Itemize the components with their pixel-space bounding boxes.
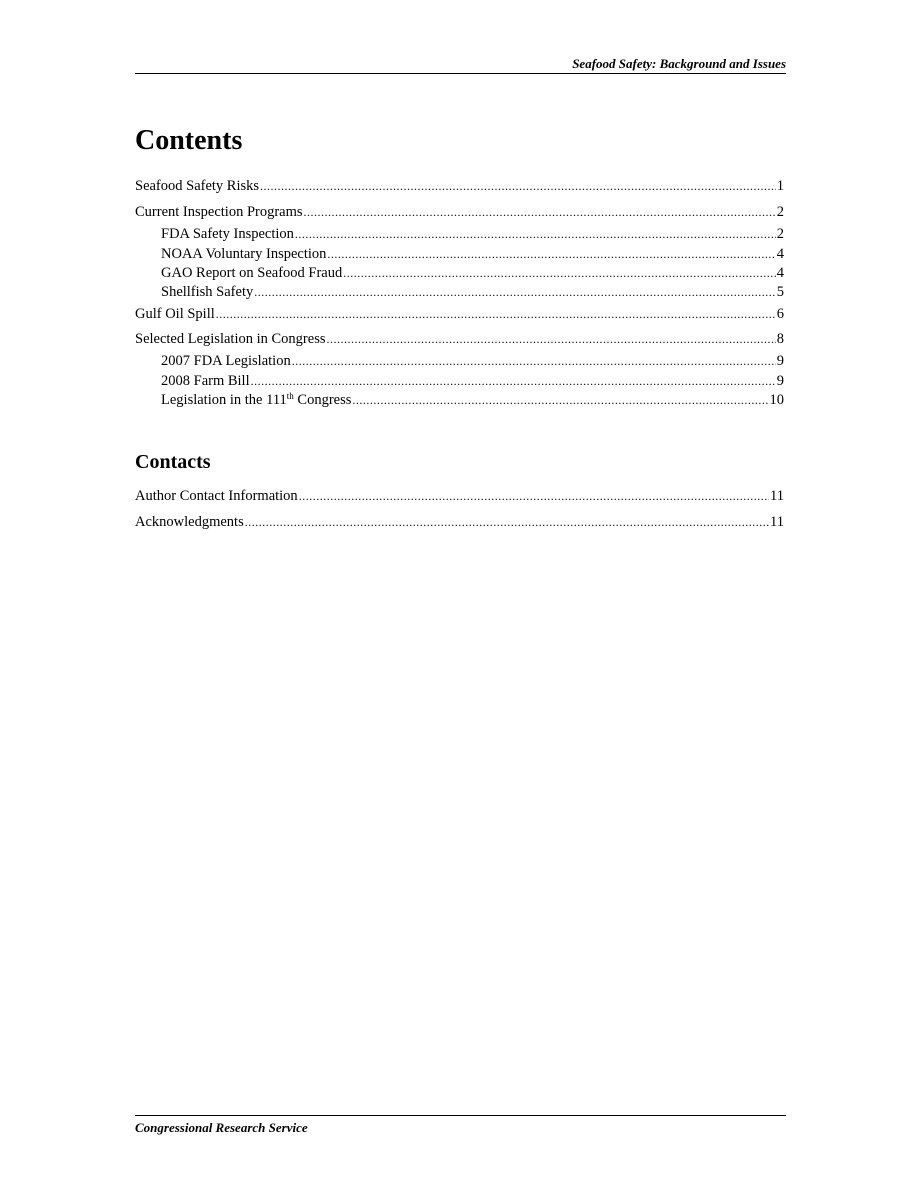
dot-leader — [254, 282, 776, 302]
toc-entry-label: FDA Safety Inspection — [161, 226, 294, 242]
running-footer: Congressional Research Service — [135, 1120, 308, 1135]
dot-leader — [260, 176, 776, 196]
toc-entry-selected-legislation[interactable] — [135, 329, 784, 349]
toc-page-number: 9 — [776, 373, 784, 389]
header-divider — [135, 73, 786, 74]
dot-leader — [327, 244, 775, 264]
toc-entry-seafood-safety-risks[interactable] — [135, 176, 784, 196]
dot-leader — [251, 371, 776, 391]
toc-page-number: 2 — [776, 226, 784, 242]
toc-entry-gao-report[interactable] — [161, 263, 784, 283]
toc-entry-label: 2008 Farm Bill — [161, 373, 250, 389]
toc-page-number: 9 — [776, 353, 784, 369]
toc-page-number: 8 — [776, 331, 784, 347]
toc-page-number: 2 — [776, 204, 784, 220]
dot-leader — [245, 512, 769, 532]
toc-entry-label: NOAA Voluntary Inspection — [161, 246, 327, 262]
toc-page-number: 6 — [776, 306, 784, 322]
toc-entry-legislation-111th-congress[interactable] — [161, 390, 784, 410]
dot-leader — [292, 351, 776, 371]
toc-entry-fda-safety-inspection[interactable] — [161, 224, 784, 244]
dot-leader — [343, 263, 776, 283]
toc-entry-label: Selected Legislation in Congress — [135, 331, 326, 347]
ordinal-superscript: th — [286, 391, 294, 401]
toc-entry-acknowledgments[interactable] — [135, 512, 784, 532]
footer-divider — [135, 1115, 786, 1116]
toc-entry-current-inspection-programs[interactable] — [135, 202, 784, 222]
toc-page-number: 1 — [776, 178, 784, 194]
toc-entry-noaa-voluntary-inspection[interactable] — [161, 244, 784, 264]
toc-page-number: 4 — [776, 265, 784, 281]
dot-leader — [216, 304, 776, 324]
toc-entry-label: Gulf Oil Spill — [135, 306, 215, 322]
dot-leader — [326, 329, 775, 349]
dot-leader — [352, 390, 768, 410]
toc-entry-shellfish-safety[interactable] — [161, 282, 784, 302]
toc-page-number: 11 — [770, 488, 784, 504]
toc-entry-label: Shellfish Safety — [161, 284, 254, 300]
toc-entry-label: GAO Report on Seafood Fraud — [161, 265, 343, 281]
toc-page-number: 4 — [776, 246, 784, 262]
running-header: Seafood Safety: Background and Issues — [572, 56, 786, 71]
toc-entry-label: Current Inspection Programs — [135, 204, 303, 220]
dot-leader — [304, 202, 776, 222]
contacts-heading: Contacts — [135, 451, 211, 473]
contents-heading: Contents — [135, 125, 243, 156]
toc-entry-gulf-oil-spill[interactable] — [135, 304, 784, 324]
dot-leader — [295, 224, 776, 244]
toc-entry-label: 2007 FDA Legislation — [161, 353, 291, 369]
toc-entry-label: Seafood Safety Risks — [135, 178, 260, 194]
toc-entry-label: Acknowledgments — [135, 514, 244, 530]
toc-label-part: Legislation in the 111 — [161, 392, 287, 408]
toc-page-number: 5 — [776, 284, 784, 300]
toc-page-number: 11 — [770, 514, 784, 530]
toc-page-number: 10 — [769, 392, 784, 408]
dot-leader — [299, 486, 769, 506]
toc-entry-label: Author Contact Information — [135, 488, 298, 504]
toc-entry-2007-fda-legislation[interactable] — [161, 351, 784, 371]
toc-entry-author-contact[interactable] — [135, 486, 784, 506]
toc-label-part: Congress — [293, 392, 352, 408]
toc-entry-2008-farm-bill[interactable] — [161, 371, 784, 391]
toc-entry-label — [161, 390, 352, 410]
